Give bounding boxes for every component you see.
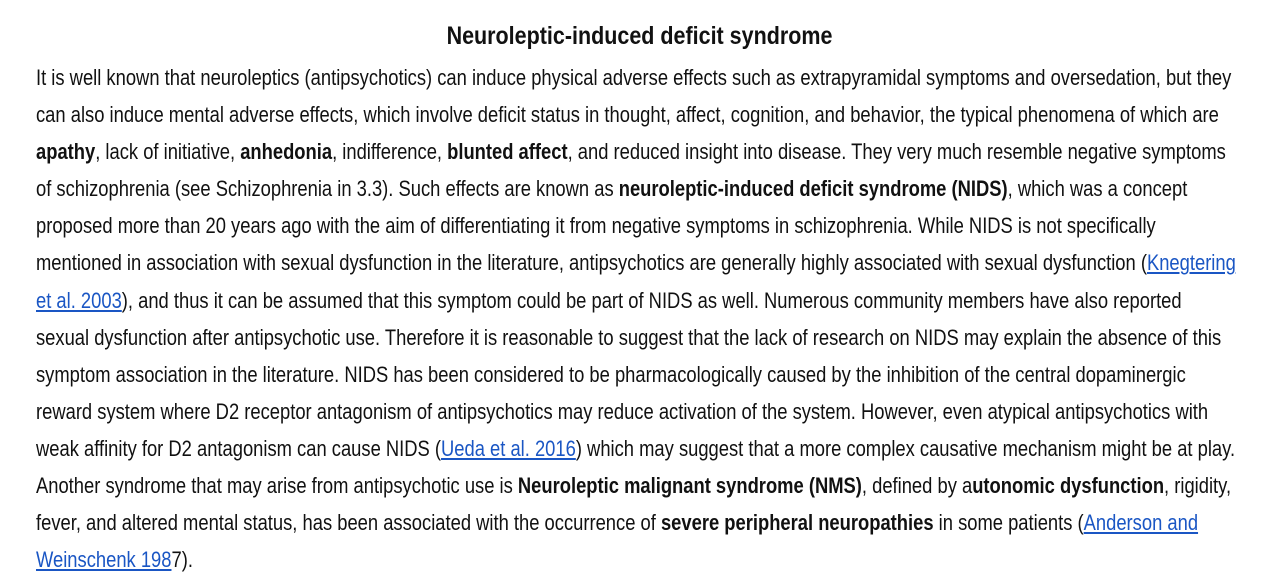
- text-run: , rigidity, fever, and altered mental status, has been associated with the occurrence of: [36, 473, 1232, 536]
- text-run: , indifference,: [332, 139, 448, 165]
- bold-term: anhedonia: [240, 139, 333, 165]
- text-run: It is well known that neuroleptics (antipsychotics) can induce physical adverse effects such as extrapyramidal symptoms and oversedation, but they can also induce mental adverse effects, which involve deficit status in thought, affect, cognition, and behavior, the typical phenomena of which are: [36, 65, 1232, 128]
- section-title: Neuroleptic-induced deficit syndrome: [446, 22, 833, 50]
- bold-term: blunted affect: [447, 139, 568, 165]
- body-paragraph: [36, 59, 1238, 578]
- bold-term: Neuroleptic malignant syndrome (NMS): [517, 473, 862, 499]
- text-run: ), and thus it can be assumed that this symptom could be part of NIDS as well. Numerous community members have also reported sexual dysfunction after antipsychotic use. Therefore it is reasonable to suggest that the lack of research on NIDS may explain the absence of this symptom association in the literature. NIDS has been considered to be pharmacologically caused by the inhibition of the central dopaminergic reward system where D2 receptor antagonism of antipsychotics may reduce activation of the system. However, even atypical antipsychotics with weak affinity for D2 antagonism can cause NIDS (: [36, 287, 1222, 461]
- bold-term: apathy: [36, 139, 96, 165]
- bold-term: utonomic dysfunction: [972, 473, 1165, 499]
- text-run: , lack of initiative,: [95, 139, 241, 165]
- citation-link[interactable]: Knegtering et al. 2003: [36, 250, 1236, 313]
- text-run: in some patients (: [933, 510, 1084, 536]
- text-run: , and reduced insight into disease. They very much resemble negative symptoms of schizophrenia (see Schizophrenia in 3.3). Such effects are known as: [36, 139, 1226, 202]
- bold-term: neuroleptic-induced deficit syndrome (NIDS): [618, 176, 1008, 202]
- text-run: 7).: [171, 547, 193, 573]
- bold-term: severe peripheral neuropathies: [660, 510, 934, 536]
- text-run: , defined by a: [861, 473, 973, 499]
- text-run: , which was a concept proposed more than 20 years ago with the aim of differentiating it from negative symptoms in schizophrenia. While NIDS is not specifically mentioned in association with sexual dysfunction in the literature, antipsychotics are generally highly associated with sexual dysfunction (: [36, 176, 1188, 276]
- citation-link[interactable]: Anderson and Weinschenk 198: [36, 510, 1199, 573]
- text-run: ) which may suggest that a more complex causative mechanism might be at play. Another syndrome that may arise from antipsychotic use is: [36, 435, 1236, 499]
- citation-link[interactable]: Ueda et al. 2016: [441, 435, 576, 461]
